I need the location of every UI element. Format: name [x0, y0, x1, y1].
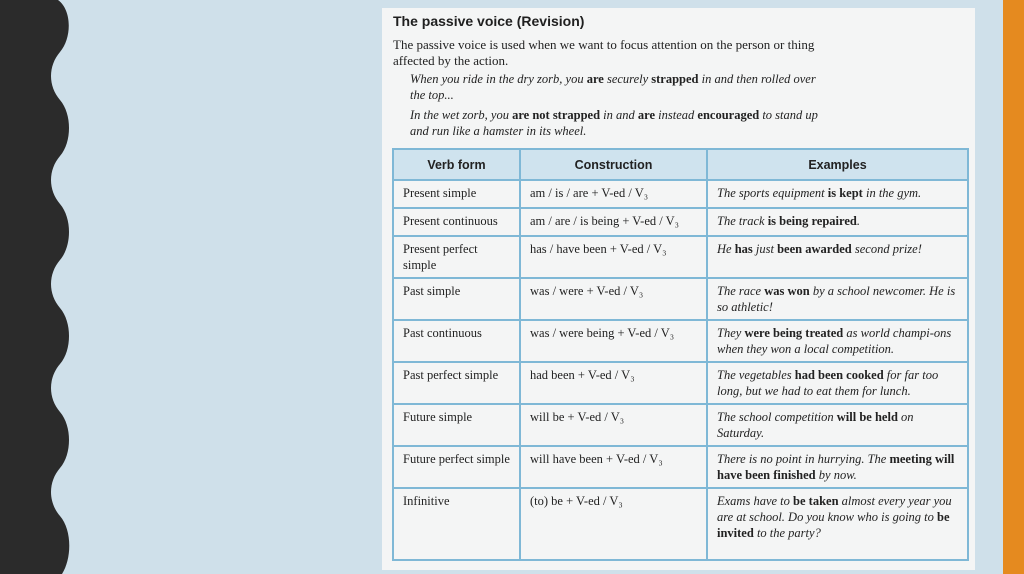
- table-row: [393, 278, 968, 320]
- verb-form-cell: Infinitive: [393, 488, 520, 560]
- example-cell: The track is being repaired.: [707, 208, 968, 236]
- table-row: [393, 180, 968, 208]
- verb-form-cell: Past perfect simple: [393, 362, 520, 404]
- verb-form-cell: Future simple: [393, 404, 520, 446]
- construction-cell: was / were being + V-ed / V₃: [520, 320, 707, 362]
- example-cell: There is no point in hurrying. The meeting will have been finished by now.: [707, 446, 968, 488]
- verb-form-cell: Past continuous: [393, 320, 520, 362]
- table-row: [393, 236, 968, 278]
- verb-form-cell: Past simple: [393, 278, 520, 320]
- right-accent-bar: [1003, 0, 1024, 574]
- example-cell: He has just been awarded second prize!: [707, 236, 968, 278]
- intro-text: The passive voice is used when we want to focus attention on the person or thing affected by the action.: [393, 37, 815, 68]
- table-header-row: [393, 149, 968, 180]
- table-row: [393, 404, 968, 446]
- textbook-page: [382, 8, 975, 570]
- table-row: [393, 362, 968, 404]
- table-row: [393, 320, 968, 362]
- example-sentence-2: In the wet zorb, you are not strapped in and are instead encouraged to stand up and run like a hamster in its wheel.: [410, 108, 818, 138]
- passive-voice-table: [392, 148, 969, 561]
- table-row: [393, 446, 968, 488]
- example-cell: The vegetables had been cooked for far too long, but we had to eat them for lunch.: [707, 362, 968, 404]
- construction-cell: am / are / is being + V-ed / V₃: [520, 208, 707, 236]
- page-heading: The passive voice (Revision): [393, 13, 585, 29]
- construction-cell: will have been + V-ed / V₃: [520, 446, 707, 488]
- verb-form-cell: Present continuous: [393, 208, 520, 236]
- example-cell: They were being treated as world champi-ons when they won a local competition.: [707, 320, 968, 362]
- right-margin: [975, 0, 1003, 574]
- construction-cell: had been + V-ed / V₃: [520, 362, 707, 404]
- example-cell: The sports equipment is kept in the gym.: [707, 180, 968, 208]
- verb-form-cell: Present perfect simple: [393, 236, 520, 278]
- verb-form-cell: Future perfect simple: [393, 446, 520, 488]
- verb-form-cell: Present simple: [393, 180, 520, 208]
- header-construction: Construction: [520, 149, 707, 180]
- construction-cell: has / have been + V-ed / V₃: [520, 236, 707, 278]
- example-cell: The school competition will be held on Saturday.: [707, 404, 968, 446]
- left-wavy-band: [0, 0, 80, 574]
- header-verb-form: Verb form: [393, 149, 520, 180]
- example-sentence-1: When you ride in the dry zorb, you are securely strapped in and then rolled over the top...: [410, 72, 816, 102]
- construction-cell: was / were + V-ed / V₃: [520, 278, 707, 320]
- example-cell: Exams have to be taken almost every year you are at school. Do you know who is going to be invited to the party?: [707, 488, 968, 560]
- construction-cell: will be + V-ed / V₃: [520, 404, 707, 446]
- construction-cell: am / is / are + V-ed / V₃: [520, 180, 707, 208]
- example-cell: The race was won by a school newcomer. He is so athletic!: [707, 278, 968, 320]
- table-row: [393, 488, 968, 560]
- construction-cell: (to) be + V-ed / V₃: [520, 488, 707, 560]
- header-examples: Examples: [707, 149, 968, 180]
- table-row: [393, 208, 968, 236]
